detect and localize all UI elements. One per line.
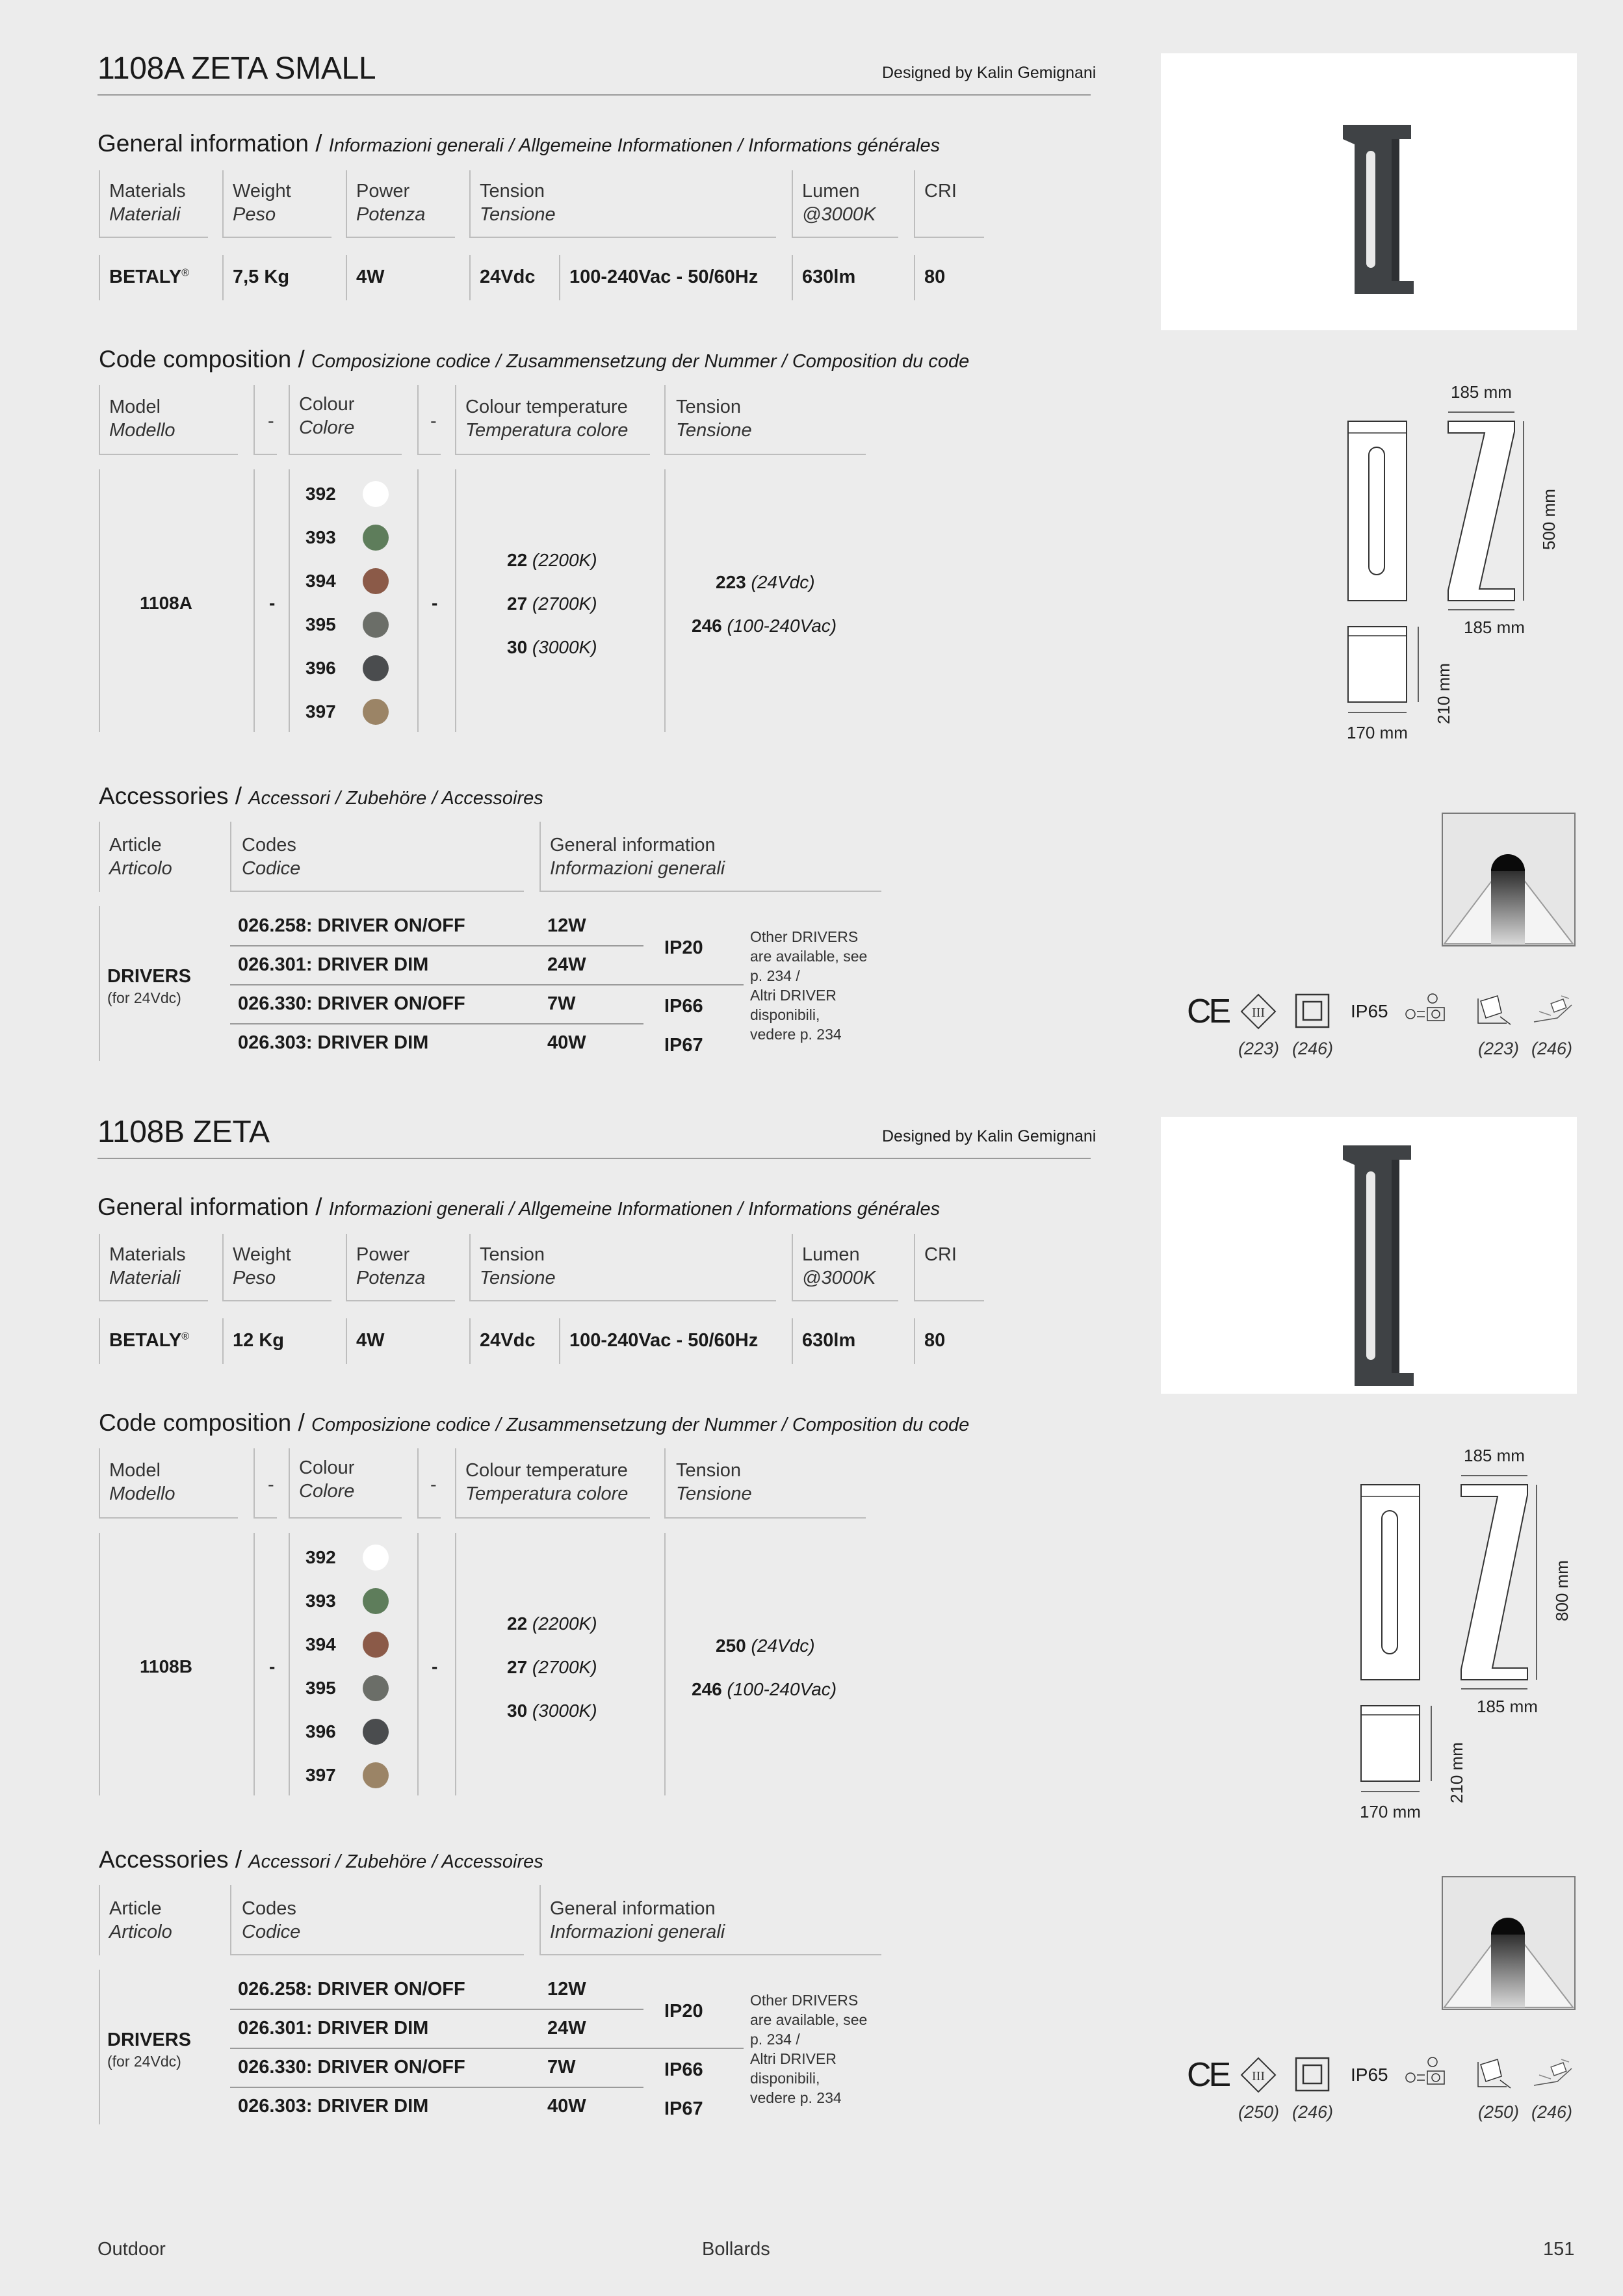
value-weight: 12 Kg: [233, 1330, 284, 1351]
ce-mark-icon: CE: [1187, 2056, 1229, 2094]
dim-bottom-width: 185 mm: [1464, 618, 1525, 637]
header-tension-code: Tension Tensione: [676, 1460, 752, 1504]
colour-code: 395: [305, 1678, 336, 1698]
tension-option: 223 (24Vdc): [716, 572, 815, 592]
dim-base-width: 170 mm: [1347, 723, 1408, 742]
tension-option: 246 (100-240Vac): [692, 616, 837, 636]
note-line: Other DRIVERS: [750, 1992, 859, 2009]
colour-code: 396: [305, 658, 336, 678]
colour-code: 393: [305, 527, 336, 547]
icon-label: (246): [1531, 1039, 1573, 1058]
accessory-code: 026.258: DRIVER ON/OFF: [238, 915, 465, 936]
accessory-code: 026.330: DRIVER ON/OFF: [238, 993, 465, 1014]
product-photo: [1161, 53, 1577, 330]
general-info-heading: General information / Informazioni generali / Allgemeine Informationen / Informations générales: [97, 1194, 941, 1220]
value-power: 4W: [356, 1330, 385, 1351]
colour-code: 392: [305, 1547, 336, 1567]
accessory-wattage: 12W: [547, 915, 586, 936]
header-lumen: Lumen @3000K: [802, 1244, 876, 1288]
dim-height: 800 mm: [1552, 1560, 1572, 1621]
accessory-note: [750, 1990, 867, 2107]
dim-height: 500 mm: [1539, 489, 1559, 550]
accessory-note: [750, 927, 867, 1044]
header-materials: Materials Materiali: [109, 181, 186, 225]
colour-code: 397: [305, 701, 336, 722]
colour-swatch: [363, 481, 389, 507]
light-distribution-diagram: [1442, 813, 1576, 946]
value-cri: 80: [924, 1330, 946, 1351]
header-materials: Materials Materiali: [109, 1244, 186, 1288]
accessory-article: DRIVERS: [107, 2029, 191, 2050]
ground-mount-icon: [1531, 992, 1577, 1031]
note-line: are available, see: [750, 2011, 868, 2028]
ip65-icon: IP65: [1351, 2065, 1388, 2085]
value-tension-dc: 24Vdc: [480, 267, 536, 287]
colour-code: 397: [305, 1765, 336, 1785]
colour-swatch: [363, 1675, 389, 1701]
designer-credit: Designed by Kalin Gemignani: [882, 1127, 1097, 1145]
header-colour: Colour Colore: [299, 394, 355, 438]
note-line: vedere p. 234: [750, 1026, 842, 1043]
value-tension-ac: 100-240Vac - 50/60Hz: [569, 267, 759, 287]
ip-rating: IP66: [664, 996, 703, 1017]
led-driver-icon: [1403, 2054, 1451, 2094]
accessory-code: 026.301: DRIVER DIM: [238, 954, 429, 975]
product-block: 1108A ZETA SMALL Designed by Kalin Gemignani General information / Informazioni generali / Allgemeine Informationen / Informations générales Materials Materiali Weight Peso Power Potenza Tension Tensione Lumen @3000K CRI BETALY® 7,5 Kg 4W 24Vdc 100-240Vac - 50/60Hz 630lm 80 Code composition / Composizione codice / Zusammensetzung der Nummer / Composition du code Model Modello - Colour Colore - Colour temperature Temperatura colore Tension Tensione 1108A - 392 393 394 395 396 397 - 22 (2200K) 27 (2700K) 30 (3000K) 223 (24Vdc) 246 (100-240Vac) Accessories / Accessori / Zubehöre / Accessoires Article Articolo Codes Codice General information Informazioni generali DRIVERS (for 24Vdc) 026.258: DRIVER ON/OFF 12W 026.301: DRIVER DIM 24W 026.330: DRIVER ON/OFF 7W 026.303: DRIVER DIM 40W IP20 IP66 IP67 Other DRIVERS are available, see p. 234 / Altri DRIVER disponibili, vedere p. 234 185 mm 500 mm 185 mm 210 mm 170 mm CE III IP65 (223) (246) (223) (246): [0, 0, 1623, 1066]
icon-label: (246): [1531, 2102, 1573, 2122]
colour-temperature-option: 30 (3000K): [507, 1701, 597, 1721]
code-composition-heading: Code composition / Composizione codice / Zusammensetzung der Nummer / Composition du code: [99, 1409, 970, 1436]
ip-rating: IP67: [664, 1035, 703, 1056]
title-divider: [97, 94, 1091, 96]
colour-code: 394: [305, 571, 336, 591]
header-tension: Tension Tensione: [480, 181, 556, 225]
icon-label: (246): [1292, 1039, 1334, 1058]
bollard-image: [1161, 1117, 1577, 1394]
colour-swatch: [363, 1719, 389, 1745]
note-line: disponibili,: [750, 1006, 820, 1023]
ip-rating: IP66: [664, 2059, 703, 2080]
colour-code: 392: [305, 484, 336, 504]
colour-temperature-option: 22 (2200K): [507, 550, 597, 570]
value-cri: 80: [924, 267, 946, 287]
header-cri: CRI: [924, 1244, 957, 1265]
general-info-heading: General information / Informazioni generali / Allgemeine Informationen / Informations générales: [97, 130, 941, 157]
accessory-wattage: 40W: [547, 1032, 586, 1053]
header-cri: CRI: [924, 181, 957, 202]
header-colour-temperature: Colour temperature Temperatura colore: [465, 397, 629, 441]
value-lumen: 630lm: [802, 267, 856, 287]
header-power: Power Potenza: [356, 181, 426, 225]
header-colour: Colour Colore: [299, 1457, 355, 1502]
product-block: 1108B ZETA Designed by Kalin Gemignani General information / Informazioni generali / Allgemeine Informationen / Informations générales Materials Materiali Weight Peso Power Potenza Tension Tensione Lumen @3000K CRI BETALY® 12 Kg 4W 24Vdc 100-240Vac - 50/60Hz 630lm 80 Code composition / Composizione codice / Zusammensetzung der Nummer / Composition du code Model Modello - Colour Colore - Colour temperature Temperatura colore Tension Tensione 1108B - 392 393 394 395 396 397 - 22 (2200K) 27 (2700K) 30 (3000K) 250 (24Vdc) 246 (100-240Vac) Accessories / Accessori / Zubehöre / Accessoires Article Articolo Codes Codice General information Informazioni generali DRIVERS (for 24Vdc) 026.258: DRIVER ON/OFF 12W 026.301: DRIVER DIM 24W 026.330: DRIVER ON/OFF 7W 026.303: DRIVER DIM 40W IP20 IP66 IP67 Other DRIVERS are available, see p. 234 / Altri DRIVER disponibili, vedere p. 234 185 mm 800 mm 185 mm 210 mm 170 mm CE III IP65 (250) (246) (250) (246): [0, 1063, 1623, 2130]
header-general-info: General information Informazioni generali: [550, 835, 725, 879]
tension-option: 250 (24Vdc): [716, 1636, 815, 1656]
value-weight: 7,5 Kg: [233, 267, 290, 287]
ground-mount-icon: [1531, 2055, 1577, 2094]
code-composition-heading: Code composition / Composizione codice / Zusammensetzung der Nummer / Composition du code: [99, 346, 970, 372]
colour-temperature-option: 30 (3000K): [507, 637, 597, 657]
installation-icon: [1474, 2055, 1516, 2094]
header-general-info: General information Informazioni generali: [550, 1898, 725, 1942]
dim-base-width: 170 mm: [1360, 1802, 1421, 1821]
product-section-1108b: [0, 1063, 1623, 2130]
bollard-image: [1161, 53, 1577, 330]
note-line: Altri DRIVER: [750, 987, 837, 1004]
svg-text:III: III: [1252, 1006, 1265, 1020]
page-number: 151: [1543, 2239, 1575, 2260]
colour-temperature-option: 27 (2700K): [507, 594, 597, 614]
footer-section: Bollards: [702, 2239, 770, 2260]
header-model: Model Modello: [109, 397, 175, 441]
colour-swatch: [363, 1762, 389, 1788]
note-line: are available, see: [750, 948, 868, 965]
product-title: 1108A ZETA SMALL: [97, 51, 376, 86]
value-power: 4W: [356, 267, 385, 287]
colour-swatch: [363, 699, 389, 725]
accessory-code: 026.303: DRIVER DIM: [238, 1032, 429, 1053]
colour-code: 395: [305, 614, 336, 634]
header-tension-code: Tension Tensione: [676, 397, 752, 441]
note-line: vedere p. 234: [750, 2089, 842, 2106]
ce-mark-icon: CE: [1187, 993, 1229, 1030]
accessory-article-note: (for 24Vdc): [107, 989, 181, 1006]
certification-icons: [1183, 988, 1579, 1066]
dim-base-height: 210 mm: [1447, 1742, 1466, 1803]
colour-code: 396: [305, 1721, 336, 1742]
icon-label: (246): [1292, 2102, 1334, 2122]
colour-swatch: [363, 568, 389, 594]
dim-top-width: 185 mm: [1464, 1446, 1525, 1465]
designer-credit: Designed by Kalin Gemignani: [882, 64, 1097, 82]
accessory-wattage: 12W: [547, 1979, 586, 2000]
value-materials: BETALY®: [109, 267, 189, 287]
header-power: Power Potenza: [356, 1244, 426, 1288]
accessory-code: 026.330: DRIVER ON/OFF: [238, 2057, 465, 2078]
accessory-wattage: 24W: [547, 2018, 586, 2039]
svg-text:III: III: [1252, 2069, 1265, 2083]
certification-icons: [1183, 2052, 1579, 2130]
colour-swatch: [363, 612, 389, 638]
note-line: p. 234 /: [750, 967, 800, 984]
icon-label: (250): [1478, 2102, 1520, 2122]
note-line: disponibili,: [750, 2070, 820, 2087]
dim-bottom-width: 185 mm: [1477, 1697, 1538, 1716]
note-line: p. 234 /: [750, 2031, 800, 2048]
header-codes: Codes Codice: [242, 835, 301, 879]
colour-swatch: [363, 1632, 389, 1658]
value-materials: BETALY®: [109, 1330, 189, 1351]
accessory-wattage: 40W: [547, 2096, 586, 2117]
colour-temperature-option: 22 (2200K): [507, 1613, 597, 1634]
header-lumen: Lumen @3000K: [802, 181, 876, 225]
icon-label: (223): [1478, 1039, 1520, 1058]
ip-rating: IP20: [664, 2001, 703, 2022]
accessory-wattage: 7W: [547, 993, 576, 1014]
header-article: Article Articolo: [109, 835, 172, 879]
dim-top-width: 185 mm: [1451, 382, 1512, 402]
ip-rating: IP20: [664, 937, 703, 958]
installation-icon: [1474, 992, 1516, 1031]
light-distribution-diagram: [1442, 1876, 1576, 2010]
colour-temperature-option: 27 (2700K): [507, 1657, 597, 1677]
colour-swatch: [363, 1588, 389, 1614]
colour-swatch: [363, 1545, 389, 1571]
accessory-code: 026.258: DRIVER ON/OFF: [238, 1979, 465, 2000]
double-insulation-icon: [1295, 993, 1330, 1028]
value-tension-ac: 100-240Vac - 50/60Hz: [569, 1330, 759, 1351]
header-article: Article Articolo: [109, 1898, 172, 1942]
header-tension: Tension Tensione: [480, 1244, 556, 1288]
colour-swatch: [363, 525, 389, 551]
header-weight: Weight Peso: [233, 1244, 291, 1288]
accessory-article: DRIVERS: [107, 966, 191, 987]
colour-swatch: [363, 655, 389, 681]
product-photo: [1161, 1117, 1577, 1394]
model-code: 1108A: [140, 593, 192, 613]
colour-code: 393: [305, 1591, 336, 1611]
accessories-heading: Accessories / Accessori / Zubehöre / Accessoires: [99, 1846, 543, 1873]
double-insulation-icon: [1295, 2057, 1330, 2092]
note-line: Other DRIVERS: [750, 928, 859, 945]
icon-label: (250): [1238, 2102, 1280, 2122]
value-lumen: 630lm: [802, 1330, 856, 1351]
accessory-wattage: 7W: [547, 2057, 576, 2078]
header-model: Model Modello: [109, 1460, 175, 1504]
accessories-heading: Accessories / Accessori / Zubehöre / Accessoires: [99, 783, 543, 809]
colour-code: 394: [305, 1634, 336, 1654]
value-tension-dc: 24Vdc: [480, 1330, 536, 1351]
accessory-article-note: (for 24Vdc): [107, 2053, 181, 2070]
class-iii-icon: [1239, 2055, 1278, 2094]
ip65-icon: IP65: [1351, 1001, 1388, 1021]
model-code: 1108B: [140, 1656, 192, 1676]
ip-rating: IP67: [664, 2098, 703, 2119]
product-title: 1108B ZETA: [97, 1115, 270, 1149]
accessory-code: 026.303: DRIVER DIM: [238, 2096, 429, 2117]
icon-label: (223): [1238, 1039, 1280, 1058]
note-line: Altri DRIVER: [750, 2050, 837, 2067]
title-divider: [97, 1158, 1091, 1159]
class-iii-icon: [1239, 992, 1278, 1031]
header-colour-temperature: Colour temperature Temperatura colore: [465, 1460, 629, 1504]
footer-category: Outdoor: [97, 2239, 166, 2260]
accessory-wattage: 24W: [547, 954, 586, 975]
header-weight: Weight Peso: [233, 181, 291, 225]
header-codes: Codes Codice: [242, 1898, 301, 1942]
led-driver-icon: [1403, 991, 1451, 1031]
dim-base-height: 210 mm: [1434, 663, 1453, 724]
accessory-code: 026.301: DRIVER DIM: [238, 2018, 429, 2039]
tension-option: 246 (100-240Vac): [692, 1679, 837, 1699]
